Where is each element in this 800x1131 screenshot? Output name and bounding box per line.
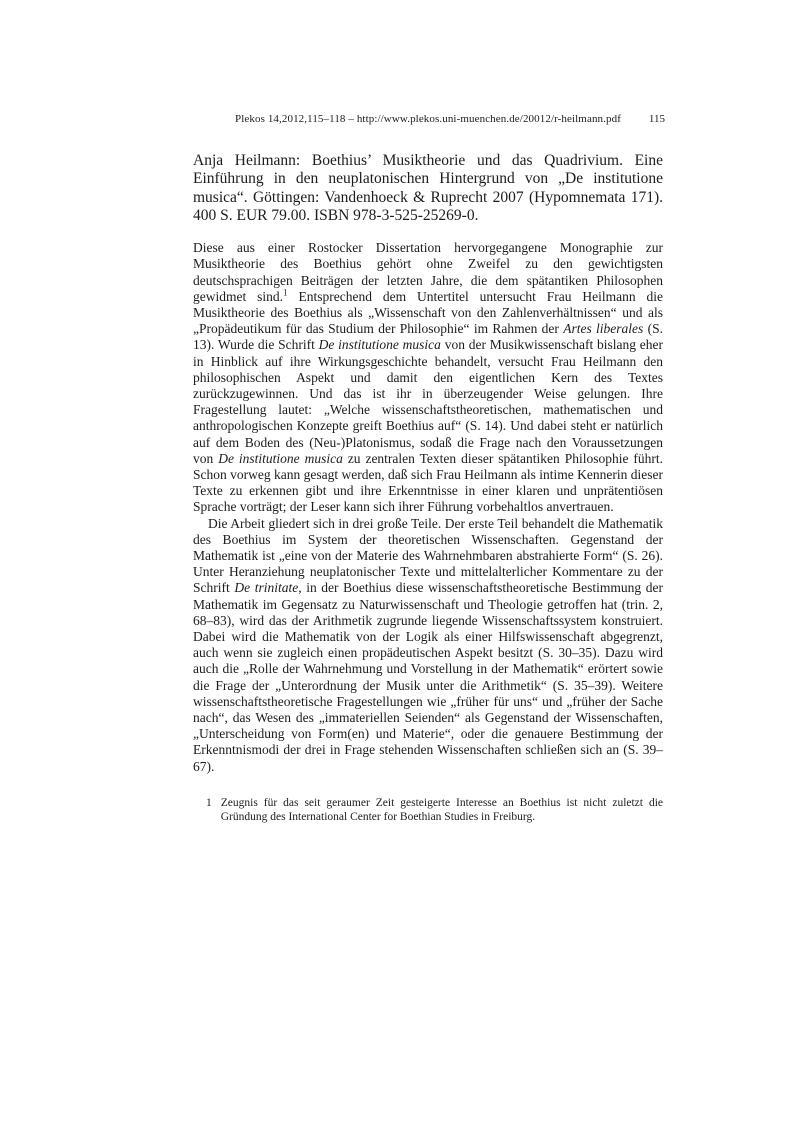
header-citation: Plekos 14,2012,115–118 – http://www.plekos.uni-muenchen.de/20012/r-heilmann.pdf [235, 113, 621, 125]
text-run: Entsprechend dem Untertitel untersucht Frau Heilmann die Musiktheorie des Boethius als „Wissenschaft von den Zahlenverhältnissen“ und als „Propädeutikum für das Studium der Philosophie“ im Rahmen der [193, 288, 663, 337]
text-run: zu zentralen Texten dieser spätantiken Philosophie führt. Schon vorweg kann gesagt werden, daß sich Frau Heilmann als intime Kennerin dieser Texte zu erkennen gibt und ihre Erkenntnisse in einer klaren und unprätentiösen Sprache vorträgt; der Leser kann sich ihrer Führung vorbehaltlos anvertrauen. [193, 450, 664, 515]
text-run: Diese aus einer Rostocker Dissertation hervorgegangene Monographie zur Musiktheorie des Boethius gehört ohne Zweifel zu den gewichtigsten deutschsprachigen Beiträgen der letzten Jahre, die dem spätantiken Philosophen gewidmet sind. [193, 240, 663, 304]
text-run: , in der Boethius diese wissenschaftstheoretische Bestimmung der Mathematik im Gegensatz zu Naturwissenschaft und Theologie getroffen hat (trin. 2, 68–83), wird das der Arithmetik zugrunde liegende Wissenschaftssystem konstruiert. Dabei wird die Mathematik von der Logik als einer Hilfswissenschaft abgegrenzt, auch wenn sie zugleich einen propädeutischen Aspekt besitzt (S. 30–35). Dazu wird auch die „Rolle der Wahrnehmung und Vorstellung in der Mathematik“ erörtert sowie die Frage der „Unterordnung der Musik unter die Arithmetik“ (S. 35–39). Weitere wissenschaftstheoretische Fragestellungen wie „früher für uns“ und „früher der Sache nach“, das Wesen des „immateriellen Seienden“ als Gegenstand der Wissenschaften, „Unterscheidung von Form(en) und Materie“, oder die genauere Bestimmung der Erkenntnismodi der drei in Frage stehenden Wissenschaften schließen sich an (S. 39–67). [193, 580, 663, 774]
italic-text: De trinitate [234, 580, 299, 596]
review-body [193, 240, 663, 775]
text-run: von der Musikwissenschaft bislang eher in Hinblick auf ihre Wirkungsgeschichte behandelt, versucht Frau Heilmann den philosophischen Aspekt und damit den eigentlichen Kern des Textes zurückzugewinnen. Und das ist ihr in überzeugender Weise gelungen. Ihre Fragestellung lautet: „Welche wissenschaftstheoretischen, mathematischen und anthropologischen Konzepte greift Boethius auf“ (S. 14). Und dabei steht er natürlich auf dem Boden des (Neu-)Platonismus, sodaß die Frage nach den Voraussetzungen von [193, 337, 663, 466]
text-column [193, 113, 663, 825]
text-run: Die Arbeit gliedert sich in drei große Teile. Der erste Teil behandelt die Mathematik des Boethius im System der theoretischen Wissenschaften. Gegenstand der Mathematik ist „eine von der Materie des Wahrnehmbaren abstrahierte Form“ (S. 26). Unter Heranziehung neuplatonischer Texte und mittelalterlicher Kommentare zu der Schrift [193, 515, 663, 596]
italic-text: Artes liberales [563, 321, 644, 337]
running-header [193, 113, 663, 126]
review-title: Anja Heilmann: Boethius’ Musiktheorie und das Quadrivium. Eine Einführung in den neuplatonischen Hintergrund von „De institutione musica“. Göttingen: Vandenhoeck & Ruprecht 2007 (Hypomnemata 171). 400 S. EUR 79.00. ISBN 978-3-525-25269-0. [193, 152, 663, 224]
footnote [193, 796, 663, 825]
body-paragraph [193, 516, 663, 775]
footnote-text: Zeugnis für das seit geraumer Zeit gesteigerte Interesse an Boethius ist nicht zuletzt die Gründung des International Center for Boethian Studies in Freiburg. [220, 796, 663, 824]
text-run: (S. 13). Wurde die Schrift [193, 321, 663, 353]
body-paragraph [193, 240, 663, 515]
italic-text: De institutione musica [218, 450, 343, 466]
footnote-marker: 1 [206, 796, 212, 809]
italic-text: De institutione musica [318, 337, 441, 353]
page-number: 115 [648, 113, 665, 125]
footnote-reference: 1 [283, 287, 288, 298]
